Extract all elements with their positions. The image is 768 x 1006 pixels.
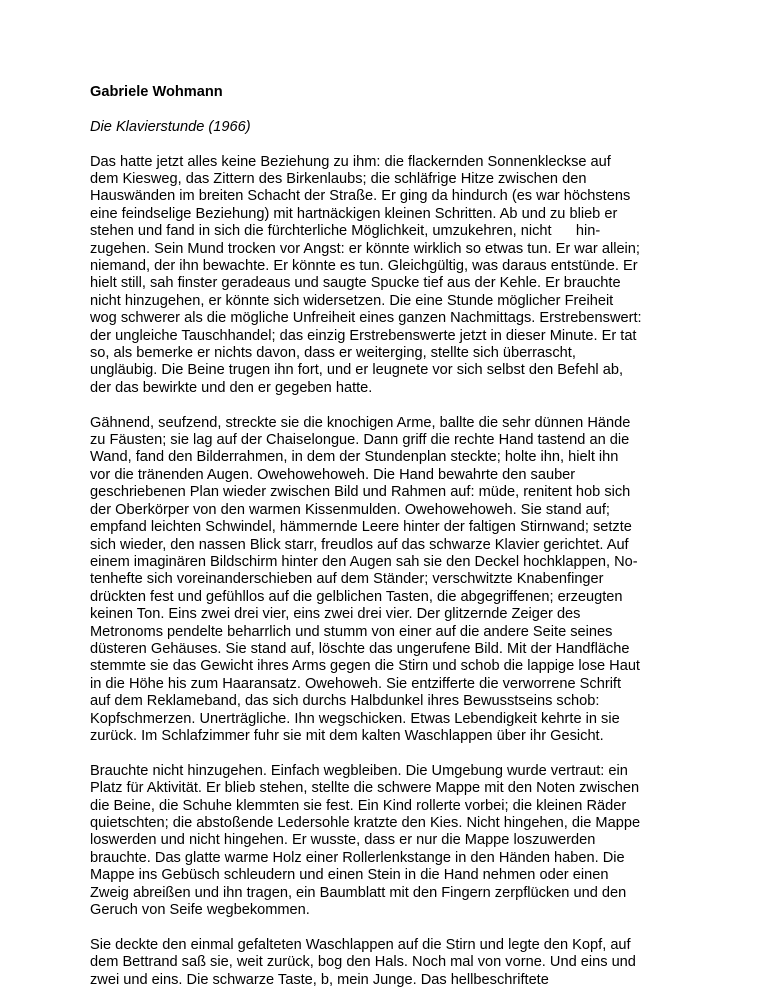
text-line: ungläubig. Die Beine trugen ihn fort, und er leugnete vor sich selbst den Befehl ab, <box>90 362 624 379</box>
text-line: die Beine, die Schuhe klemmten sie fest. Ein Kind rollerte vorbei; die kleinen Räder <box>90 797 627 814</box>
paragraph <box>90 154 685 398</box>
text-line: niemand, der ihn bewachte. Er könnte es tun. Gleichgültig, was daraus entstünde. Er <box>90 258 638 275</box>
text-line: keinen Ton. Eins zwei drei vier, eins zwei drei vier. Der glitzernde Zeiger des <box>90 606 581 623</box>
text-line: so, als bemerke er nichts davon, dass er weiterging, stellte sich überrascht, <box>90 345 576 362</box>
text-line: wog schwerer als die mögliche Unfreiheit eines ganzen Nachmittags. Erstrebenswert: <box>90 310 642 327</box>
text-line: zurück. Im Schlafzimmer fuhr sie mit dem kalten Waschlappen über ihr Gesicht. <box>90 727 604 744</box>
text-line: quietschten; die abstoßende Ledersohle kratzte den Kies. Nicht hingehen, die Mappe <box>90 815 641 831</box>
document-page <box>90 84 685 1006</box>
text-line: stemmte sie das Gewicht ihres Arms gegen die Stirn und schob die lappige lose Haut <box>90 658 640 675</box>
story-title: Die Klavierstunde (1966) <box>90 118 251 135</box>
text-line: zwei und eins. Die schwarze Taste, b, mein Junge. Das hellbeschriftete <box>90 971 549 988</box>
text-line: Mappe ins Gebüsch schleudern und einen Stein in die Hand nehmen oder einen <box>90 867 609 884</box>
text-line: Kopfschmerzen. Unerträgliche. Ihn wegschicken. Etwas Lebendigkeit kehrte in sie <box>90 710 620 727</box>
paragraph <box>90 763 685 920</box>
text-line: Das hatte jetzt alles keine Beziehung zu ihm: die flackernden Sonnenkleckse auf <box>90 153 611 170</box>
text-line: nicht hinzugehen, er könnte sich widersetzen. Die eine Stunde möglicher Freiheit <box>90 292 614 309</box>
text-line: vor die tränenden Augen. Owehowehoweh. Die Hand bewahrte den sauber <box>90 466 576 483</box>
text-line: empfand leichten Schwindel, hämmernde Leere hinter der faltigen Stirnwand; setzte <box>90 519 632 536</box>
text-line: einem imaginären Bildschirm hinter den Augen sah sie den Deckel hochklappen, No- <box>90 553 638 570</box>
text-line: düsteren Gehäuses. Sie stand auf, löschte das ungerufene Bild. Mit der Handfläche <box>90 640 630 657</box>
text-line: der Oberkörper von den warmen Kissenmulden. Owehowehoweh. Sie stand auf; <box>90 501 610 518</box>
text-line: Gähnend, seufzend, streckte sie die knochigen Arme, ballte die sehr dünnen Hände <box>90 414 631 431</box>
text-line: sich wieder, den nassen Blick starr, freudlos auf das schwarze Klavier gerichtet. Auf <box>90 536 629 553</box>
text-line: loswerden und nicht hingehen. Er wusste, dass er nur die Mappe loszuwerden <box>90 832 596 849</box>
text-line: Hauswänden im breiten Schacht der Straße. Er ging da hindurch (es war höchstens <box>90 188 631 205</box>
paragraph <box>90 937 685 989</box>
text-line: in die Höhe his zum Haaransatz. Owehoweh. Sie entzifferte die verworrene Schrift <box>90 675 622 692</box>
text-line: brauchte. Das glatte warme Holz einer Rollerlenkstange in den Händen haben. Die <box>90 849 625 866</box>
text-line: Wand, fand den Bilderrahmen, in dem der Stundenplan steckte; holte ihn, hielt ihn <box>90 449 619 466</box>
text-line: Metronoms pendelte beharrlich und stumm von einer auf die andere Seite seines <box>90 623 613 640</box>
text-line: geschriebenen Plan wieder zwischen Bild und Rahmen auf: müde, renitent hob sich <box>90 484 631 501</box>
story-body <box>90 154 685 989</box>
text-line: zugehen. Sein Mund trocken vor Angst: er könnte wirklich so etwas tun. Er war allein; <box>90 240 640 257</box>
text-line: stehen und fand in sich die fürchterliche Möglichkeit, umzukehren, nicht hin- <box>90 223 601 240</box>
text-line: der das bewirkte und den er gegeben hatte. <box>90 379 373 396</box>
text-line: Platz für Aktivität. Er blieb stehen, stellte die schwere Mappe mit den Noten zwischen <box>90 780 640 797</box>
text-line: hielt still, sah finster geradeaus und saugte Spucke tief aus der Kehle. Er brauchte <box>90 275 621 292</box>
text-line: zu Fäusten; sie lag auf der Chaiselongue. Dann griff die rechte Hand tastend an die <box>90 432 630 449</box>
text-line: drückten fest und gefühllos auf die gelblichen Tasten, die abgegriffenen; erzeugten <box>90 588 623 605</box>
text-line: Zweig abreißen und ihn tragen, ein Baumblatt mit den Fingern zerpflücken und den <box>90 884 627 901</box>
text-line: Geruch von Seife wegbekommen. <box>90 902 310 919</box>
author-name: Gabriele Wohmann <box>90 84 223 100</box>
text-line: tenhefte sich voreinanderschieben auf dem Ständer; verschwitzte Knabenfinger <box>90 571 604 588</box>
text-line: der ungleiche Tauschhandel; das einzig Erstrebenswerte jetzt in dieser Minute. Er tat <box>90 327 637 344</box>
text-line: Sie deckte den einmal gefalteten Waschlappen auf die Stirn und legte den Kopf, auf <box>90 936 631 953</box>
text-line: Brauchte nicht hinzugehen. Einfach wegbleiben. Die Umgebung wurde vertraut: ein <box>90 762 628 779</box>
text-line: auf dem Reklameband, das sich durchs Halbdunkel ihres Bewusstseins schob: <box>90 693 600 710</box>
text-line: dem Kiesweg, das Zittern des Birkenlaubs; die schläfrige Hitze zwischen den <box>90 171 587 187</box>
paragraph <box>90 415 685 746</box>
text-line: eine feindselige Beziehung) mit hartnäckigen kleinen Schritten. Ab und zu blieb er <box>90 205 618 222</box>
text-line: dem Bettrand saß sie, weit zurück, bog den Hals. Noch mal von vorne. Und eins und <box>90 954 636 971</box>
